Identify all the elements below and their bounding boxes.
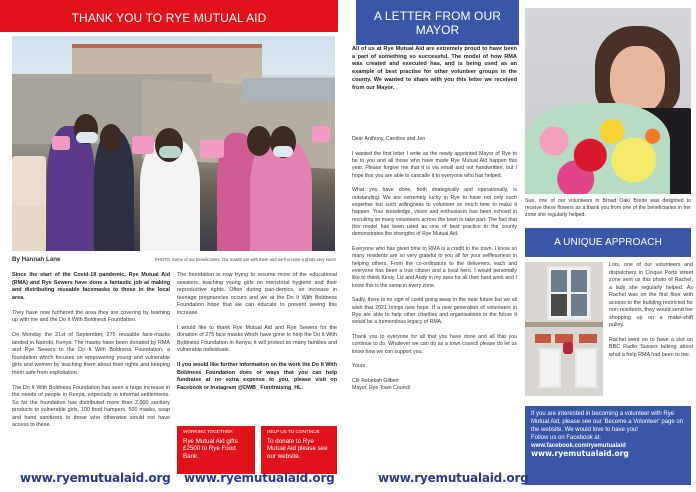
photo-brick	[535, 334, 551, 343]
photo-brick	[579, 334, 597, 343]
volunteer-callout	[525, 406, 691, 485]
mayor-letter-banner	[356, 0, 519, 45]
box-title: WORKING TOGETHER	[183, 430, 233, 435]
paragraph: The Do It With Boldness Foundation has seen a huge increase in the needs of people in Kenya, especially in informal settlements. So far the foundation has distributed more than 2,000 sanitary products to vulnerable girls, 100 food hampers, 500 masks, soap and hand sanitizers to those who otherwise would not have access to these.	[12, 384, 170, 428]
website-link[interactable]: www.ryemutualaid.org	[20, 471, 171, 485]
paragraph: They have now furthered the area they are covering by teaming up with me and the Do It With Boldness Foundation.	[12, 309, 170, 323]
photo-glass	[571, 270, 587, 292]
letter-closing: Yours	[352, 363, 366, 370]
paragraph: The foundation is now trying to resume more of the educational sessions, teaching young girls on menstrual hygiene and their reproductive rights. Often during pan-demics, an increase in teenage pregnancies occurs and we at the Do It With Boldness Foundation hope that we can educate to prevent seeing this increase.	[177, 272, 337, 316]
photo-mask	[159, 146, 181, 158]
working-together-box	[177, 426, 255, 474]
photo-window-frame	[575, 348, 597, 388]
paragraph: On Monday the 21st of September, 275 reusable face-masks landed in Nairobi, Kenya. The masks have been donated by RMA and Rye Sewers to the Do It With Boldness Foundation, a foundation which focuses on empowering young and vulnerable girls and women by teaching them about their rights and keeping them safe from exploitation.	[12, 332, 170, 376]
photo-glass	[551, 270, 567, 292]
photo-glass	[551, 294, 567, 316]
letter-salutation: Dear Anthony, Caroline and Jen	[352, 136, 426, 142]
unique-approach-banner	[525, 228, 691, 257]
paragraph: Since the start of the Covid-19 pandemic, Rye Mutual Aid (RMA) and Rye Sewers have done a fantastic job at making and distributing reusable facemasks to those in the local area.	[12, 272, 170, 301]
photo-pad	[312, 126, 330, 142]
photo-ledge	[525, 322, 603, 327]
unique-approach-text	[609, 262, 693, 367]
byline: By Hannah Lane	[12, 256, 61, 263]
paragraph: Sadly, there is no sign of covid going away in the near future but we all wish that 2021 brings new hope. If a new generation of volunteers in Rye are able to help other charities and organisations in the future it would be a tremendous legacy of RMA.	[352, 297, 517, 326]
paragraph: Lois, one of our volunteers and dispatchers in Cinque Ports street zone sent us this photo of Rachel, a lady she regularly helped. As Rachel was on the first floor with access to the building restricted for non-residents, they would send her shopping up on a make-shift pulley.	[609, 262, 693, 328]
paragraph: I would like to thank Rye Mutual Aid and Rye Sewers for the donation of 275 face masks which have gone to help the Do It With Boldness Foundation in Kenya; it will protect so many families and vulnerable individuals.	[177, 324, 337, 353]
signature-title: Mayor, Rye Town Council	[352, 385, 411, 392]
box-body: Rye Mutual Aid gifts £2500 to Rye Food Bank.	[183, 438, 238, 460]
thank-you-banner	[0, 0, 338, 32]
article-column-1	[12, 272, 170, 437]
paragraph: If you would like further information on the work the Do It With Boldness Foundation does or ways that you can help fundraise at no extra expense to you, please visit on Facebook or Instagram @DWB_ Fundraising_HL.	[177, 362, 337, 391]
box-body: To donate to Rye Mutual Aid please see our website.	[267, 438, 328, 460]
banner-title: A UNIQUE APPROACH	[554, 237, 662, 248]
flowers-caption: Sue, one of our volunteers in Broad Oak/ Brede was delighted to receive these flowers as a thank you from one of the beneficiaries in her zone she regularly helped.	[525, 198, 691, 218]
photo-mask	[76, 132, 98, 143]
left-page	[0, 0, 342, 492]
help-us-box	[261, 426, 337, 474]
website-link[interactable]: www.ryemutualaid.org	[184, 471, 335, 485]
website-link[interactable]: www.ryemutualaid.org	[531, 449, 629, 458]
mayor-letter	[352, 136, 517, 393]
article-column-2	[177, 272, 337, 400]
photo-pad	[200, 140, 224, 158]
photo-bouquet	[525, 103, 670, 194]
signature-name: Cllr Rebekah Gilbert	[352, 378, 399, 385]
volunteer-flowers-photo	[525, 8, 691, 194]
photo-box	[12, 156, 46, 206]
facebook-link[interactable]: www.facebook.com/ryemutualaid	[531, 443, 626, 449]
paragraph: Everyone who has given time to RMA is a credit to the town. I know so many residents are so very grateful to you all for your selflessness in helping others. From the co-ordinators to the deliverers, each and everyone has been a true citizen and a local hero. I would personally like to thank Kirsty, Liz and Andy in my area for all their hard work and I know this is the same in every zone.	[352, 246, 517, 289]
banner-title: A LETTER FROM OUR MAYOR	[373, 8, 502, 37]
website-link[interactable]: www.ryemutualaid.org	[378, 471, 529, 485]
photo-window-frame	[539, 348, 561, 388]
photo-head	[247, 126, 271, 156]
photo-roof	[242, 78, 335, 102]
photo-window-frame	[547, 266, 591, 320]
volunteer-text: If you are interested in becoming a volunteer with Rye Mutual Aid, please see our 'Become a Volunteer' page on the website. We would love to have you!	[531, 411, 684, 433]
paragraph: What you have done, both strategically and operationally, is outstanding. We are extremely lucky in Rye to have not only such expertise but such willingness to volunteer so much time to make it happen. Your knowledge, vision and enthusiasm has been echoed in recruiting so many volunteers across the town to take part. The fact that this model has been used as one of best practice in the county demonstrates the strengths of Rye Mutual Aid.	[352, 187, 517, 238]
follow-label: Follow us on Facebook at:	[531, 435, 602, 441]
photo-head	[100, 124, 122, 152]
photo-pad	[52, 136, 70, 150]
banner-title: THANK YOU TO RYE MUTUAL AID	[71, 11, 267, 25]
paragraph: Thank you to everyone for all that you have done and all that you continue to do. Whatever we can do as a town council please do let us know how we can support you.	[352, 334, 517, 355]
paragraph: Rachel went on to have a slot on BBC Radio Sussex talking about what a help RMA had been to her.	[609, 336, 693, 358]
photo-mask	[273, 146, 293, 157]
box-title: HELP US TO CONTINUE	[267, 430, 320, 435]
photo-shopping-bag	[563, 342, 573, 354]
photo-glass	[571, 294, 587, 316]
photo-pad	[132, 136, 154, 154]
window-pulley-photo	[525, 262, 603, 396]
photo-caption: PHOTO: Some of our beneficiaries. Our masks are with them and we'll receive a photo very soon!	[154, 257, 336, 262]
paragraph: I wanted the first letter I write as the newly appointed Mayor of Rye to be to you and all those who have made Rye Mutual Aid happen this year. Please forgive me that it is via email and not handwritten, but I hope that you are able to cascade it to everyone who has helped.	[352, 150, 517, 179]
beneficiaries-photo	[12, 36, 335, 251]
letter-intro: All of us at Rye Mutual Aid are extremely proud to have been a part of something so successful. The model of how RMA was created and executed has, and is being used as an example of best practise for other volunteer groups in the county. We wanted to share with you this letter we received from our Mayor.	[352, 46, 517, 91]
